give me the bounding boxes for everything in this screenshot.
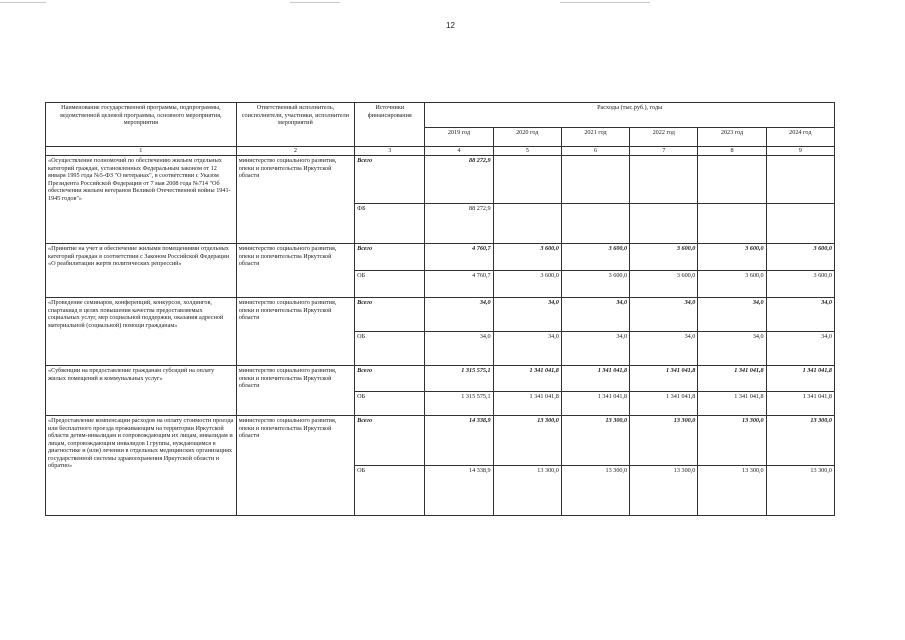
expense-value: 34,0: [561, 332, 629, 366]
year-header: 2019 год: [425, 128, 493, 147]
expense-value: 34,0: [698, 298, 766, 332]
column-number: 1: [46, 147, 237, 156]
measure-executor: министерство социального развития, опеки и попечительства Иркутской области: [236, 298, 354, 366]
measure-executor: министерство социального развития, опеки и попечительства Иркутской области: [236, 156, 354, 244]
expense-value: 3 600,0: [630, 271, 698, 298]
expense-value: 1 341 041,8: [493, 392, 561, 416]
expense-value: 3 600,0: [698, 271, 766, 298]
column-number: 7: [630, 147, 698, 156]
expense-value: 13 300,0: [698, 416, 766, 466]
column-number: 5: [493, 147, 561, 156]
expense-value: 3 600,0: [630, 244, 698, 271]
measure-executor: министерство социального развития, опеки и попечительства Иркутской области: [236, 366, 354, 416]
column-number: 6: [561, 147, 629, 156]
expense-value: 13 300,0: [766, 416, 834, 466]
expense-value: 1 341 041,8: [630, 392, 698, 416]
expense-value: 3 600,0: [493, 271, 561, 298]
expense-value: [630, 204, 698, 244]
expense-value: [698, 156, 766, 204]
column-number: 8: [698, 147, 766, 156]
expense-value: 1 315 575,1: [425, 366, 493, 392]
expense-value: 1 341 041,8: [766, 366, 834, 392]
expense-value: [561, 204, 629, 244]
column-number: 2: [236, 147, 354, 156]
expense-value: 1 341 041,8: [766, 392, 834, 416]
funding-source: ОБ: [355, 466, 425, 516]
expense-value: 34,0: [493, 332, 561, 366]
expense-value: 3 600,0: [561, 271, 629, 298]
scan-edge-line: [290, 2, 340, 3]
expense-value: 88 272,9: [425, 156, 493, 204]
measure-name: «Принятие на учет и обеспечение жилыми помещениями отдельных категорий граждан в соответствии с Законом Российской Федерации «О реабилитации жертв политических репрессий»: [46, 244, 237, 298]
column-number: 9: [766, 147, 834, 156]
funding-source: ОБ: [355, 392, 425, 416]
expense-value: 3 600,0: [766, 271, 834, 298]
year-header: 2024 год: [766, 128, 834, 147]
budget-table: [45, 102, 835, 516]
expense-value: [766, 204, 834, 244]
col-header-name: Наименование государственной программы, подпрограммы, ведомственной целевой программы, основного мероприятия, мероприятия: [46, 103, 237, 147]
expense-value: 1 341 041,8: [698, 366, 766, 392]
column-number: 3: [355, 147, 425, 156]
expense-value: [493, 156, 561, 204]
expense-value: 3 600,0: [561, 244, 629, 271]
column-number: 4: [425, 147, 493, 156]
measure-executor: министерство социального развития, опеки и попечительства Иркутской области: [236, 244, 354, 298]
funding-source: Всего: [355, 244, 425, 271]
table-row: [46, 298, 835, 332]
expense-value: [630, 156, 698, 204]
col-header-source: Источники финансирования: [355, 103, 425, 147]
table-row: [46, 416, 835, 466]
expense-value: [698, 204, 766, 244]
expense-value: 34,0: [425, 298, 493, 332]
expense-value: 13 300,0: [493, 466, 561, 516]
expense-value: 3 600,0: [698, 244, 766, 271]
expense-value: 13 300,0: [630, 416, 698, 466]
expense-value: [766, 156, 834, 204]
funding-source: Всего: [355, 416, 425, 466]
funding-source: Всего: [355, 156, 425, 204]
expense-value: 14 338,9: [425, 466, 493, 516]
year-header: 2021 год: [561, 128, 629, 147]
expense-value: 34,0: [630, 332, 698, 366]
expense-value: 14 338,9: [425, 416, 493, 466]
funding-source: ОБ: [355, 332, 425, 366]
scan-edge-line: [0, 2, 46, 3]
expense-value: 4 760,7: [425, 244, 493, 271]
table-row: [46, 366, 835, 392]
expense-value: 13 300,0: [493, 416, 561, 466]
year-header: 2023 год: [698, 128, 766, 147]
expense-value: 3 600,0: [493, 244, 561, 271]
year-header: 2020 год: [493, 128, 561, 147]
scan-edge-line: [560, 2, 650, 3]
expense-value: 34,0: [493, 298, 561, 332]
expense-value: 4 760,7: [425, 271, 493, 298]
expense-value: 1 341 041,8: [630, 366, 698, 392]
expense-value: 1 341 041,8: [493, 366, 561, 392]
expense-value: 13 300,0: [561, 416, 629, 466]
expense-value: 1 341 041,8: [698, 392, 766, 416]
expense-value: 34,0: [766, 332, 834, 366]
funding-source: Всего: [355, 366, 425, 392]
expense-value: 13 300,0: [630, 466, 698, 516]
expense-value: 1 315 575,1: [425, 392, 493, 416]
table-row: [46, 244, 835, 271]
table-row: [46, 156, 835, 204]
expense-value: 34,0: [425, 332, 493, 366]
expense-value: 34,0: [766, 298, 834, 332]
measure-name: «Субвенции на предоставление гражданам субсидий на оплату жилых помещений и коммунальных услуг»: [46, 366, 237, 416]
measure-name: «Осуществление полномочий по обеспечению жильем отдельных категорий граждан, установленных Федеральным законом от 12 января 1995 года №5-ФЗ "О ветеранах", в соответствии с Указом Президента Российской Федерации от 7 мая 2008 года №714 "Об обеспечении жильем ветеранов Великой Отечественной войны 1941-1945 годов"»: [46, 156, 237, 244]
funding-source: ФБ: [355, 204, 425, 244]
expense-value: 13 300,0: [561, 466, 629, 516]
measure-executor: министерство социального развития, опеки и попечительства Иркутской области: [236, 416, 354, 516]
expense-value: 34,0: [561, 298, 629, 332]
expense-value: [493, 204, 561, 244]
expense-value: 13 300,0: [766, 466, 834, 516]
expense-value: 3 600,0: [766, 244, 834, 271]
expense-value: 1 341 041,8: [561, 392, 629, 416]
page-number: 12: [446, 21, 455, 30]
expense-value: 34,0: [698, 332, 766, 366]
funding-source: Всего: [355, 298, 425, 332]
expense-value: 88 272,9: [425, 204, 493, 244]
funding-source: ОБ: [355, 271, 425, 298]
expense-value: [561, 156, 629, 204]
expense-value: 1 341 041,8: [561, 366, 629, 392]
measure-name: «Проведение семинаров, конференций, конкурсов, холдингов, спартакиад в целях повышения качества предоставляемых социальных услуг, мер социальной поддержки, оказания адресной материальной (социальной) помощи гражданам»: [46, 298, 237, 366]
expense-value: 13 300,0: [698, 466, 766, 516]
expense-value: 34,0: [630, 298, 698, 332]
col-header-expenses: Расходы (тыс.руб.), годы: [425, 103, 835, 128]
year-header: 2022 год: [630, 128, 698, 147]
measure-name: «Предоставление компенсации расходов на оплату стоимости проезда или бесплатного проезда проживающим на территории Иркутской области детям-инвалидам и сопровождающим их лицам, инвалидам и лицам, сопровождающим инвалидов I группы, нуждающимся в диагностике и (или) лечении в отдельных медицинских организациях государственной системы здравоохранения Иркутской области и обратно»: [46, 416, 237, 516]
col-header-executor: Ответственный исполнитель, соисполнители, участники, исполнители мероприятий: [236, 103, 354, 147]
column-number-row: [46, 147, 835, 156]
